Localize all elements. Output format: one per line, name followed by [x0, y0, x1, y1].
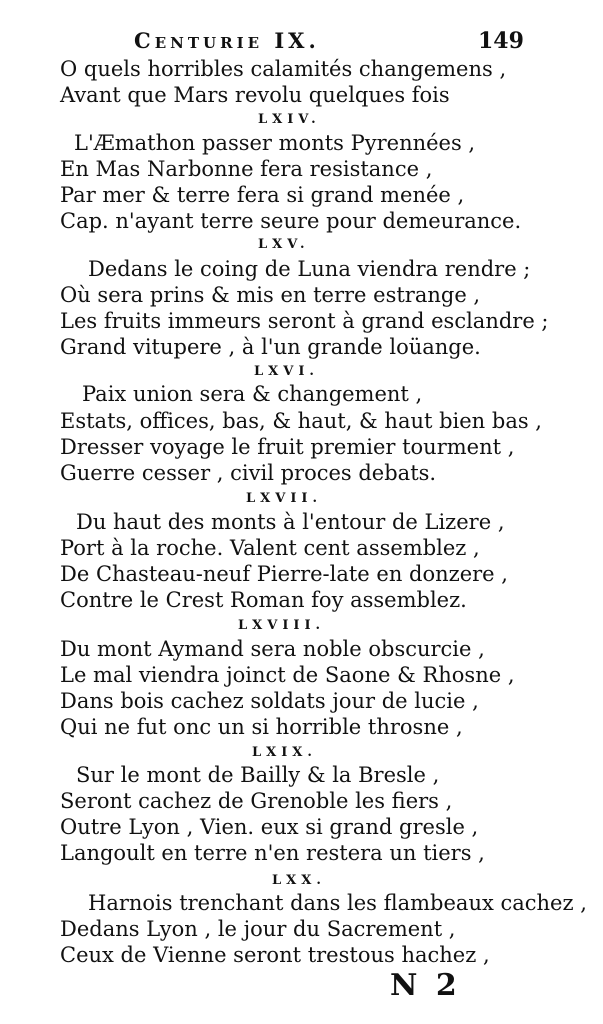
quatrain-number: LXIX. [252, 745, 317, 760]
verse-line: De Chasteau-neuf Pierre-late en donzere , [60, 562, 508, 586]
verse-line: Port à la roche. Valent cent assemblez , [60, 536, 480, 560]
quatrain-number: LXIV. [258, 112, 321, 127]
verse-line: Avant que Mars revolu quelques fois [60, 83, 450, 107]
quatrain-number: LXVIII. [238, 618, 326, 633]
quatrain-number: LXX. [272, 873, 326, 888]
verse-line: O quels horribles calamités changemens , [60, 57, 507, 81]
verse-line: Outre Lyon , Vien. eux si grand gresle , [60, 815, 479, 839]
verse-line: Ceux de Vienne seront trestous hachez , [60, 943, 490, 967]
verse-line: Paix union sera & changement , [82, 382, 423, 406]
verse-line: Le mal viendra joinct de Saone & Rhosne , [60, 663, 515, 687]
verse-line: Par mer & terre fera si grand menée , [60, 183, 465, 207]
verse-line: Grand vitupere , à l'un grande loüange. [60, 335, 481, 359]
page-number: 149 [478, 28, 524, 54]
verse-line: Dedans le coing de Luna viendra rendre ; [88, 257, 531, 281]
verse-line: Harnois trenchant dans les flambeaux cachez , [88, 891, 587, 915]
verse-line: Du mont Aymand sera noble obscurcie , [60, 637, 485, 661]
verse-line: Estats, offices, bas, & haut, & haut bien bas , [60, 409, 542, 433]
verse-line: L'Æmathon passer monts Pyrennées , [74, 131, 476, 155]
verse-line: Seront cachez de Grenoble les fiers , [60, 789, 453, 813]
verse-line: Du haut des monts à l'entour de Lizere , [76, 510, 505, 534]
verse-line: Qui ne fut onc un si horrible throsne , [60, 715, 463, 739]
running-head: Centurie IX. [134, 28, 320, 53]
quatrain-number: LXVI. [254, 364, 319, 379]
verse-line: Où sera prins & mis en terre estrange , [60, 283, 481, 307]
verse-line: Dresser voyage le fruit premier tourment , [60, 435, 515, 459]
signature-mark: N 2 [390, 968, 461, 1003]
verse-line: Dedans Lyon , le jour du Sacrement , [60, 917, 456, 941]
quatrain-number: LXV. [258, 237, 310, 252]
quatrain-number: LXVII. [246, 491, 323, 506]
verse-line: Guerre cesser , civil proces debats. [60, 461, 437, 485]
verse-line: En Mas Narbonne fera resistance , [60, 157, 433, 181]
verse-line: Dans bois cachez soldats jour de lucie , [60, 689, 479, 713]
verse-line: Sur le mont de Bailly & la Bresle , [76, 763, 440, 787]
verse-line: Contre le Crest Roman foy assemblez. [60, 588, 467, 612]
verse-line: Langoult en terre n'en restera un tiers , [60, 841, 485, 865]
verse-line: Cap. n'ayant terre seure pour demeurance. [60, 209, 522, 233]
verse-line: Les fruits immeurs seront à grand esclandre ; [60, 309, 549, 333]
page-header [0, 28, 603, 54]
